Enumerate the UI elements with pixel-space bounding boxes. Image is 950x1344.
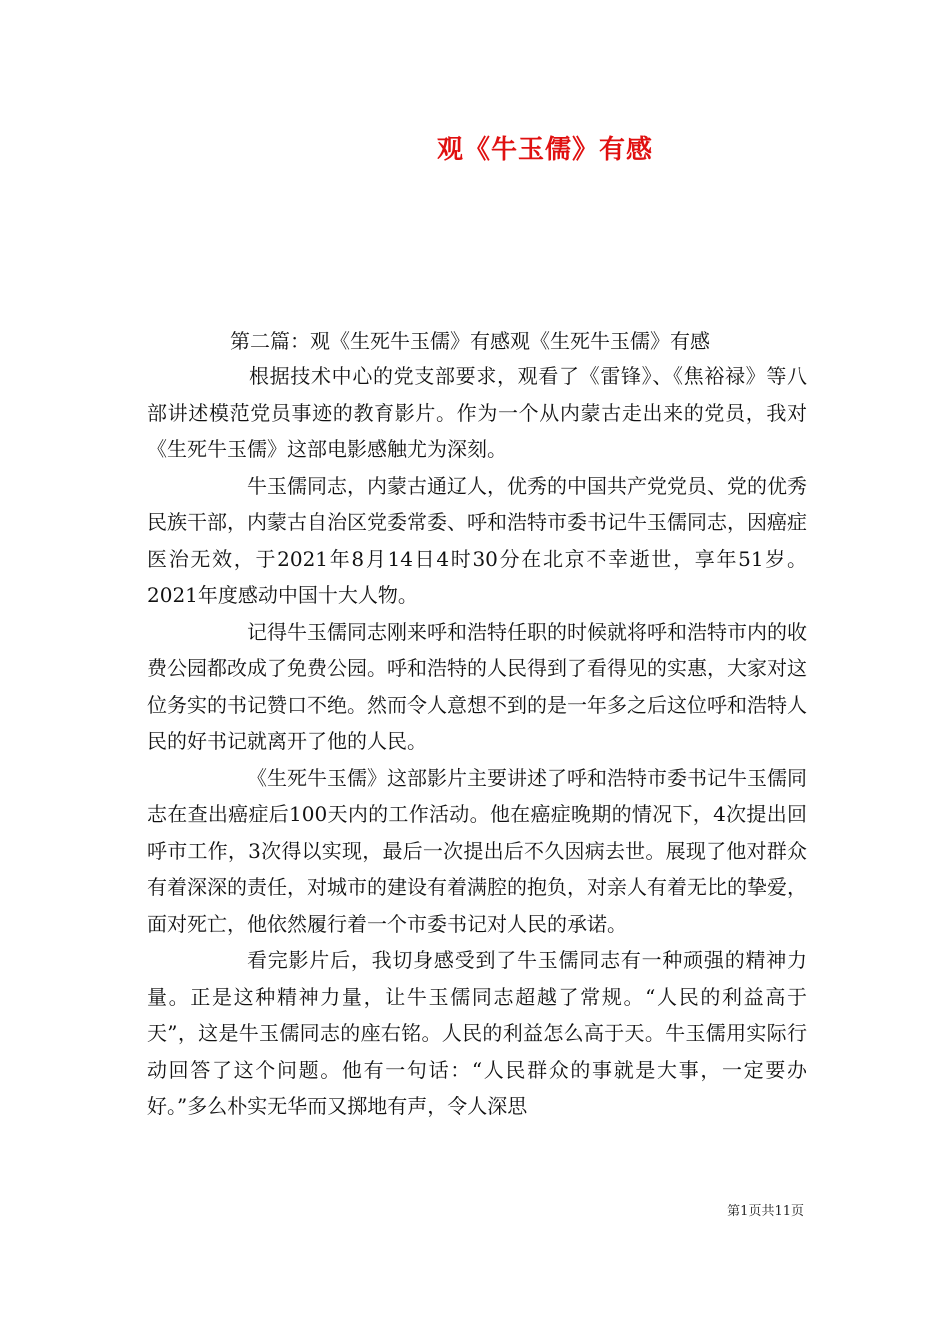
paragraph-5: 看完影片后，我切身感受到了牛玉儒同志有一种顽强的精神力量。正是这种精神力量，让牛玉儒同志超越了常规。“人民的利益高于天”，这是牛玉儒同志的座右铭。人民的利益怎么高于天。牛玉儒用实际行动回答了这个问题。他有一句话：“人民群众的事就是大事，一定要办好。”多么朴实无华而又掷地有声，令人深思 [147,948,807,1118]
document-title: 观《牛玉儒》有感 [436,135,653,165]
page-number-footer: 第1页共11页 [727,1204,804,1219]
paragraph-4: 《生死牛玉儒》这部影片主要讲述了呼和浩特市委书记牛玉儒同志在查出癌症后100天内的工作活动。他在癌症晚期的情况下，4次提出回呼市工作，3次得以实现，最后一次提出后不久因病去世。展现了他对群众有着深深的责任，对城市的建设有着满腔的抱负，对亲人有着无比的挚爱，面对死亡，他依然履行着一个市委书记对人民的承诺。 [147,765,807,936]
section-heading: 第二篇：观《生死牛玉儒》有感观《生死牛玉儒》有感 [230,329,710,353]
paragraph-2: 牛玉儒同志，内蒙古通辽人，优秀的中国共产党党员、党的优秀民族干部，内蒙古自治区党委常委、呼和浩特市委书记牛玉儒同志，因癌症医治无效，于2021年8月14日4时30分在北京不幸逝世，享年51岁。2021年度感动中国十大人物。 [147,473,807,607]
paragraph-3: 记得牛玉儒同志刚来呼和浩特任职的时候就将呼和浩特市内的收费公园都改成了免费公园。呼和浩特的人民得到了看得见的实惠，大家对这位务实的书记赞口不绝。然而令人意想不到的是一年多之后这位呼和浩特人民的好书记就离开了他的人民。 [147,619,807,753]
paragraph-1: 根据技术中心的党支部要求，观看了《雷锋》、《焦裕禄》等八部讲述模范党员事迹的教育影片。作为一个从内蒙古走出来的党员，我对《生死牛玉儒》这部电影感触尤为深刻。 [147,364,807,461]
body-text [147,358,807,1125]
